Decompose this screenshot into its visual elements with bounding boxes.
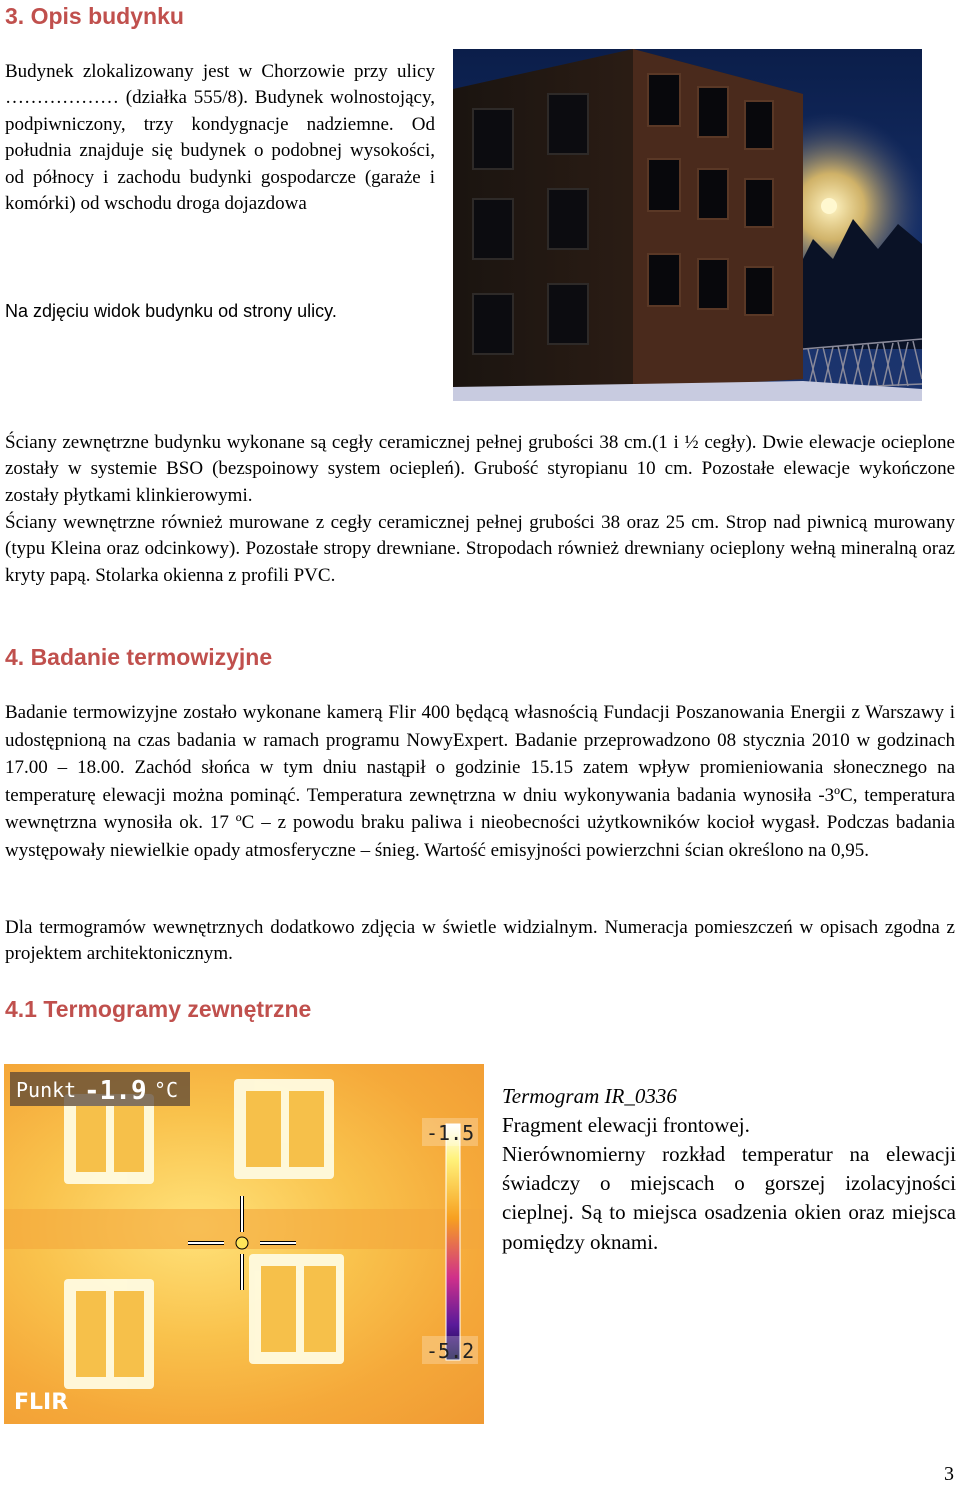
visible-light-paragraph: Dla termogramów wewnętrznych dodatkowo zdjęcia w świetle widzialnym. Numeracja pomieszczeń w opisach zgodna z projektem architektonicznym.	[5, 917, 955, 965]
building-photo	[453, 49, 922, 401]
section-4-1-heading: 4.1 Termogramy zewnętrzne	[5, 996, 312, 1022]
interior-walls-paragraph: Ściany wewnętrzne również murowane z cegły ceramicznej pełnej grubości 38 oraz 25 cm. Strop nad piwnicą murowany (typu Kleina oraz odcinkowy). Pozostałe stropy drewniane. Stropodach również drewniany ocieplony wełną mineralną oraz kryty papą. Stolarka okienna z profili PVC.	[5, 512, 955, 586]
thermogram-caption-line: Fragment elewacji frontowej.	[502, 1113, 750, 1137]
spot-value: -1.9	[84, 1076, 147, 1106]
spot-label: Punkt	[16, 1078, 77, 1102]
building-location-paragraph: Budynek zlokalizowany jest w Chorzowie przy ulicy ……………… (działka 555/8). Budynek wolnostojący, podpiwniczony, trzy kondygnacje nadziemne. Od południa znajduje się budynek o podobnej wysokości, od północy i zachodu budynki gospodarcze (garaże i komórki) od wschodu droga dojazdowa	[5, 61, 435, 215]
thermogram-caption-body: Nierównomierny rozkład temperatur na elewacji świadczy o miejscach o gorszej izolacyjności cieplnej. Są to miejsca osadzenia okien oraz miejsca pomiędzy oknami.	[502, 1142, 956, 1254]
scale-max-value: -1.5	[426, 1121, 475, 1145]
walls-paragraph: Ściany zewnętrzne budynku wykonane są cegły ceramicznej pełnej grubości 38 cm.(1 i ½ cegły). Dwie elewacje ocieplone zostały w systemie BSO (bezspoinowy system ociepleń). Grubość styropianu 10 cm. Pozostałe elewacje wykończone zostały płytkami klinkierowymi.	[5, 432, 955, 506]
building-photo-svg	[453, 49, 922, 401]
spot-unit: °C	[154, 1078, 179, 1102]
section-4-heading: 4. Badanie termowizyjne	[5, 644, 273, 670]
thermogram-svg	[4, 1064, 484, 1424]
flir-logo: FLIR	[14, 1390, 69, 1415]
thermal-survey-paragraph: Badanie termowizyjne zostało wykonane kamerą Flir 400 będącą własnością Fundacji Poszanowania Energii z Warszawy i udostępnioną na czas badania w ramach programu NowyExpert. Badanie przeprowadzono 08 stycznia 2010 w godzinach 17.00 – 18.00. Zachód słońca w tym dniu nastąpił o godzinie 15.15 zatem wpływ promieniowania słonecznego na temperaturę elewacji można pominąć. Temperatura zewnętrzna w dniu wykonywania badania wynosiła -3ºC, temperatura wewnętrzna wynosiła ok. 17 ºC – z powodu braku paliwa i nieobecności użytkowników kocioł wygasł. Podczas badania występowały niewielkie opady atmosferyczne – śnieg. Wartość emisyjności powierzchni ścian określono na 0,95.	[5, 702, 955, 861]
thermogram-caption-title: Termogram IR_0336	[502, 1084, 677, 1108]
section-3-heading: 3. Opis budynku	[5, 3, 184, 29]
scale-min-value: -5.2	[426, 1339, 475, 1363]
page-number: 3	[944, 1463, 954, 1485]
thermogram-image	[4, 1064, 484, 1424]
photo-note: Na zdjęciu widok budynku od strony ulicy.	[5, 301, 337, 321]
